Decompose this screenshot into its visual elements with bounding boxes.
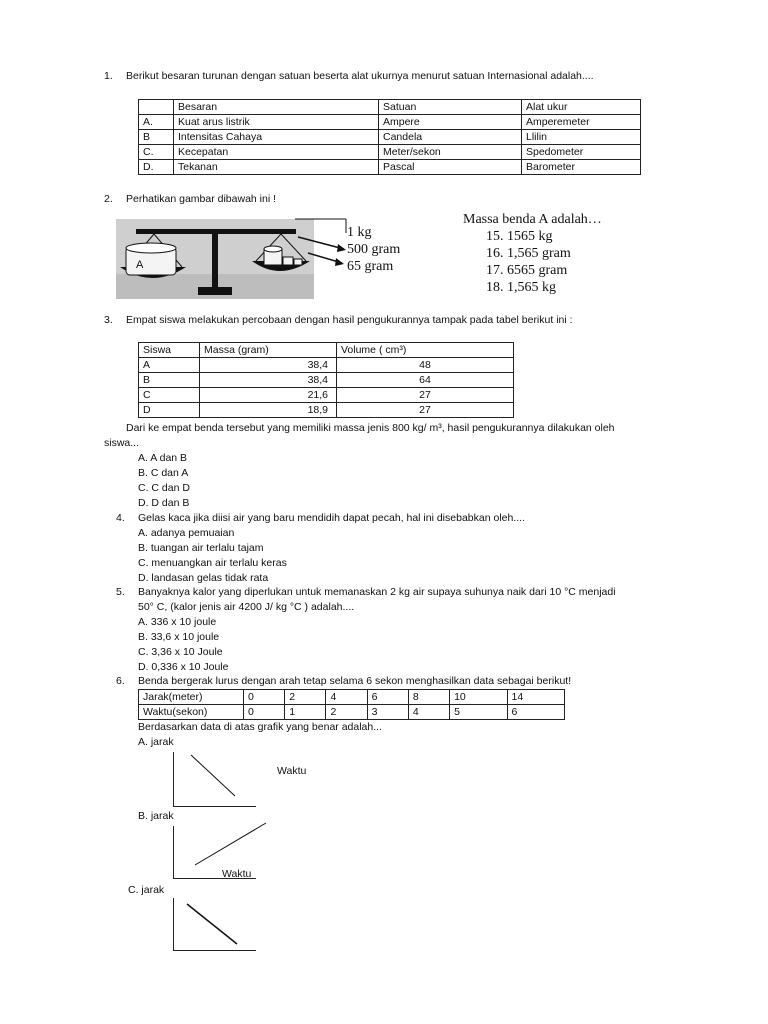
table-row [139,100,641,115]
table-cell: A. [139,115,174,130]
weight-65g: 65 gram [347,259,394,274]
q4-text: Gelas kaca jika diisi air yang baru mendidih dapat pecah, hal ini disebabkan oleh.... [138,512,525,524]
table-cell: Ampere [379,115,522,130]
table-cell: Besaran [174,100,379,115]
table-cell: Massa (gram) [200,343,337,358]
q3-line1: Dari ke empat benda tersebut yang memiliki massa jenis 800 kg/ m³, hasil pengukurannya dilakukan oleh [126,422,615,434]
table-cell: 0 [244,690,285,705]
table-cell: 6 [507,705,564,720]
table-cell: 38,4 [200,358,337,373]
q6-after-text: Berdasarkan data di atas grafik yang benar adalah... [138,721,382,733]
q2-option[interactable]: 15. 1565 kg [486,229,553,244]
q5-number: 5. [116,586,125,598]
table-row [139,373,514,388]
table-cell: Amperemeter [522,115,641,130]
table-cell: 21,6 [200,388,337,403]
table-cell: 10 [450,690,507,705]
q4-option[interactable]: D. landasan gelas tidak rata [138,572,269,584]
table-cell: Meter/sekon [379,145,522,160]
graph-a-line [173,752,255,806]
graph-c-label[interactable]: C. jarak [128,884,165,896]
table-cell: Barometer [522,160,641,175]
graph-b-axis-label: Waktu [222,868,252,880]
table-cell: 14 [507,690,564,705]
table-cell: 27 [337,388,514,403]
q5-line2: 50° C, (kalor jenis air 4200 J/ kg °C ) adalah.... [138,601,355,613]
table-cell: 38,4 [200,373,337,388]
q2-option[interactable]: 16. 1,565 gram [486,246,571,261]
weight-pointer-lines [260,215,350,275]
q5-line1: Banyaknya kalor yang diperlukan untuk memanaskan 2 kg air supaya suhunya naik dari 10 °C menjadi [138,586,616,598]
table-cell: 0 [244,705,285,720]
q5-option[interactable]: B. 33,6 x 10 joule [138,631,220,643]
table-cell: Jarak(meter) [139,690,244,705]
table-cell: 5 [450,705,507,720]
q3-option[interactable]: B. C dan A [138,467,189,479]
table-cell: Siswa [139,343,200,358]
weight-1kg: 1 kg [347,225,372,240]
q2-number: 2. [104,193,113,205]
table-cell: D. [139,160,174,175]
weights-list [347,224,400,275]
table-cell: Volume ( cm³) [337,343,514,358]
q2-option[interactable]: 17. 6565 gram [486,263,568,278]
q3-line2: siswa... [104,437,140,449]
table-row [139,343,514,358]
table-row [139,388,514,403]
q5-option[interactable]: A. 336 x 10 joule [138,616,217,628]
table-row [139,115,641,130]
table-cell: 6 [367,690,408,705]
table-cell [139,100,174,115]
table-cell: Pascal [379,160,522,175]
table-cell: A [139,358,200,373]
table-cell: B [139,373,200,388]
q1-text: Berikut besaran turunan dengan satuan beserta alat ukurnya menurut satuan Internasional adalah.... [126,70,594,82]
q3-text: Empat siswa melakukan percobaan dengan hasil pengukurannya tampak pada tabel berikut ini : [126,314,573,326]
q4-option[interactable]: A. adanya pemuaian [138,527,235,539]
q2-option[interactable]: 18. 1,565 kg [486,280,556,295]
table-cell: Spedometer [522,145,641,160]
table-cell: Kecepatan [174,145,379,160]
q5-option[interactable]: D. 0,336 x 10 Joule [138,661,229,673]
table-cell: Waktu(sekon) [139,705,244,720]
q2-question-text: Massa benda A adalah… [463,212,602,227]
table-cell: C. [139,145,174,160]
table-cell: 18,9 [200,403,337,418]
table-row [139,160,641,175]
table-cell: D [139,403,200,418]
graph-a-axis-label: Waktu [277,765,307,777]
table-cell: 4 [326,690,367,705]
graph-b-label[interactable]: B. jarak [138,810,174,822]
table-row [139,705,565,720]
table-cell: Candela [379,130,522,145]
q2-question [463,211,602,296]
table-cell: 8 [408,690,449,705]
q3-option[interactable]: C. C dan D [138,482,190,494]
table-cell: 2 [285,690,326,705]
table-cell: 2 [326,705,367,720]
q4-option[interactable]: C. menuangkan air terlalu keras [138,557,287,569]
q6-text: Benda bergerak lurus dengan arah tetap selama 6 sekon menghasilkan data sebagai berikut! [138,675,572,687]
table-cell: 27 [337,403,514,418]
table-cell: Alat ukur [522,100,641,115]
q5-option[interactable]: C. 3,36 x 10 Joule [138,646,223,658]
q4-option[interactable]: B. tuangan air terlalu tajam [138,542,264,554]
q3-option[interactable]: D. D dan B [138,497,190,509]
graph-a-label[interactable]: A. jarak [138,736,174,748]
table-row [139,130,641,145]
q1-table [138,99,641,175]
table-cell: Satuan [379,100,522,115]
table-cell: Kuat arus listrik [174,115,379,130]
table-cell: 48 [337,358,514,373]
table-cell: 1 [285,705,326,720]
table-cell: C [139,388,200,403]
q2-text: Perhatikan gambar dibawah ini ! [126,193,277,205]
table-cell: Intensitas Cahaya [174,130,379,145]
table-row [139,690,565,705]
graph-c-line [173,898,255,950]
q3-number: 3. [104,314,113,326]
table-cell: 4 [408,705,449,720]
q4-number: 4. [116,512,125,524]
weight-500g: 500 gram [347,242,401,257]
q3-option[interactable]: A. A dan B [138,452,188,464]
object-a-label: A [136,259,144,271]
table-cell: Llilin [522,130,641,145]
table-row [139,403,514,418]
q6-table [138,689,565,720]
q6-number: 6. [116,675,125,687]
table-cell: Tekanan [174,160,379,175]
table-cell: B [139,130,174,145]
q3-table [138,342,514,418]
table-cell: 3 [367,705,408,720]
table-row [139,145,641,160]
table-row [139,358,514,373]
q1-number: 1. [104,70,113,82]
table-cell: 64 [337,373,514,388]
